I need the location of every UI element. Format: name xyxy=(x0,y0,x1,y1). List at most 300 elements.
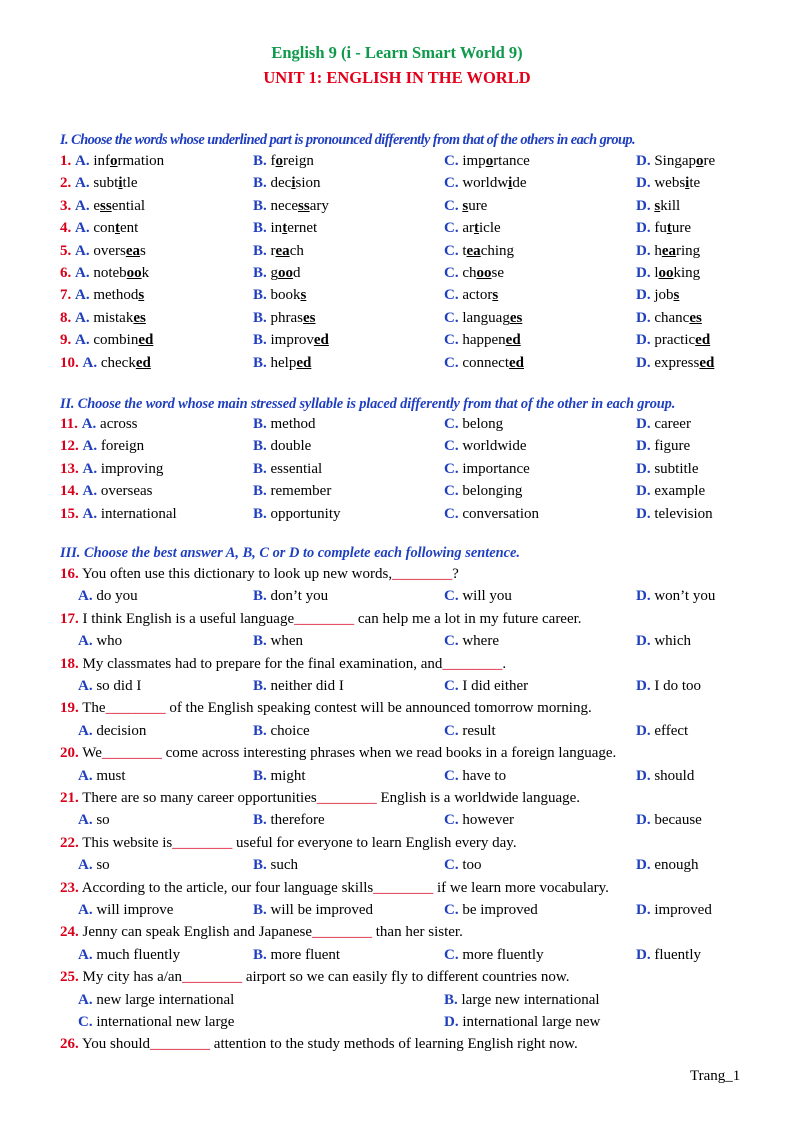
option-letter: B. xyxy=(253,902,267,918)
stem-text xyxy=(60,969,569,986)
option-text: will improve xyxy=(96,902,174,918)
option-c xyxy=(444,902,538,919)
stem-text xyxy=(60,745,616,762)
option-letter: B. xyxy=(253,505,267,522)
option-b xyxy=(253,355,311,372)
stem-text xyxy=(60,566,459,583)
option-letter: B. xyxy=(253,678,267,694)
question-row xyxy=(0,287,794,309)
options-row xyxy=(0,633,794,655)
stem-before: According to the article, our four language skills xyxy=(81,879,374,896)
option-text: belonging xyxy=(462,483,523,500)
underlined-part: es xyxy=(133,309,146,326)
underlined-part: s xyxy=(673,287,680,304)
stem-text xyxy=(60,835,517,852)
question-number: 1. xyxy=(60,153,72,169)
option-letter: D. xyxy=(636,220,651,237)
option-letter: D. xyxy=(444,1014,459,1030)
option-text-pre: combin xyxy=(93,332,139,349)
option-text-post: d xyxy=(293,265,301,281)
option-letter: D. xyxy=(636,460,651,477)
option-letter: C. xyxy=(444,287,459,304)
option-letter: C. xyxy=(444,767,459,784)
question-number: 11. xyxy=(60,416,78,432)
stem-text xyxy=(60,880,609,897)
option-c xyxy=(444,947,544,964)
option-letter: A. xyxy=(82,354,98,371)
option-letter: C. xyxy=(444,812,459,829)
option-text: method xyxy=(270,416,316,432)
option-text-pre: improv xyxy=(270,332,314,349)
underlined-part: t xyxy=(666,220,672,237)
underlined-part: ed xyxy=(508,354,524,371)
stem-text xyxy=(60,1036,578,1053)
underlined-part: s xyxy=(492,287,499,304)
option-c xyxy=(444,416,503,433)
option-letter: C. xyxy=(444,902,459,918)
option-d xyxy=(636,243,700,260)
option-text: have to xyxy=(462,767,507,784)
option-a xyxy=(60,175,138,192)
option-text: belong xyxy=(462,416,504,432)
stem-after: of the English speaking contest will be announced tomorrow morning. xyxy=(165,700,592,717)
option-text-post: se xyxy=(491,265,505,281)
question-number: 14. xyxy=(60,483,79,500)
option-text: such xyxy=(270,857,299,874)
option-text-pre: phras xyxy=(270,309,304,326)
option-text-pre: noteb xyxy=(93,265,127,281)
option-c xyxy=(444,175,527,192)
option-text-post: ching xyxy=(480,242,515,259)
question-number: 20. xyxy=(60,745,79,762)
option-text-pre: job xyxy=(654,287,674,304)
question-number: 24. xyxy=(60,924,79,941)
option-text-pre: happen xyxy=(462,332,506,349)
option-letter: C. xyxy=(444,265,459,281)
stem-before: I think English is a useful language xyxy=(82,610,295,627)
option-text: more fluently xyxy=(462,946,544,963)
option-letter: C. xyxy=(444,857,459,874)
option-letter: C. xyxy=(444,588,459,605)
question-number: 3. xyxy=(60,197,72,214)
option-letter: C. xyxy=(444,438,459,455)
option-text-post: ure xyxy=(671,220,691,237)
option-text: improving xyxy=(100,460,164,477)
option-c xyxy=(444,243,514,260)
option-letter: D. xyxy=(636,197,651,214)
option-text-post: icle xyxy=(479,220,501,237)
option-text-pre: webs xyxy=(654,175,686,192)
option-text-post: de xyxy=(512,175,527,192)
option-letter: A. xyxy=(75,332,90,349)
option-text: will be improved xyxy=(270,902,373,918)
question-stem xyxy=(0,566,794,588)
option-letter: B. xyxy=(253,722,267,739)
option-letter: A. xyxy=(78,722,93,739)
option-letter: A. xyxy=(78,767,93,784)
option-letter: C. xyxy=(444,722,459,739)
option-text: neither did I xyxy=(270,678,344,694)
option-text: effect xyxy=(654,722,689,739)
option-letter: C. xyxy=(444,197,459,214)
option-b xyxy=(253,220,317,237)
stem-before: This website is xyxy=(82,834,173,851)
underlined-part: o xyxy=(696,153,704,169)
option-letter: D. xyxy=(636,265,651,281)
option-letter: A. xyxy=(75,175,90,192)
option-c xyxy=(444,857,482,874)
question-number: 4. xyxy=(60,220,72,237)
option-text: too xyxy=(462,857,482,874)
option-letter: B. xyxy=(253,767,267,784)
options-row xyxy=(0,588,794,610)
option-d xyxy=(636,723,688,740)
question-row xyxy=(0,153,794,175)
option-a xyxy=(60,416,138,433)
option-d xyxy=(636,506,713,523)
option-d xyxy=(636,416,691,433)
option-letter: C. xyxy=(444,633,459,650)
option-text-pre: in xyxy=(270,220,283,237)
option-a xyxy=(60,506,177,523)
option-letter: D. xyxy=(636,438,651,455)
option-text-pre: method xyxy=(93,287,139,304)
option-b xyxy=(253,588,328,605)
stem-before: You often use this dictionary to look up new words, xyxy=(81,566,393,582)
option-text-post: re xyxy=(703,153,716,169)
option-b xyxy=(253,153,314,170)
stem-after: . xyxy=(502,655,507,672)
option-text-post: s xyxy=(140,242,146,259)
option-letter: A. xyxy=(75,197,90,214)
underlined-part: i xyxy=(685,175,690,192)
question-number: 22. xyxy=(60,834,79,851)
option-letter: C. xyxy=(444,354,459,371)
option-text: decision xyxy=(96,722,147,739)
option-a xyxy=(78,947,180,964)
option-text-pre: imp xyxy=(462,153,486,169)
option-text: figure xyxy=(654,438,691,455)
option-letter: A. xyxy=(75,220,90,237)
underlined-part: s xyxy=(300,287,307,304)
option-text-post: te xyxy=(689,175,701,192)
stem-after: airport so we can easily fly to different countries now. xyxy=(242,969,570,986)
options-row xyxy=(0,992,794,1014)
option-letter: C. xyxy=(444,332,459,349)
option-d xyxy=(636,768,694,785)
option-letter: B. xyxy=(253,242,267,259)
option-letter: A. xyxy=(75,153,90,169)
option-text-post: ring xyxy=(676,242,701,259)
underlined-part: ed xyxy=(695,332,711,349)
option-d xyxy=(636,947,701,964)
option-letter: D. xyxy=(636,767,651,784)
option-d xyxy=(636,287,679,304)
option-letter: B. xyxy=(253,633,267,650)
underlined-part: ed xyxy=(296,354,312,371)
option-text-pre: g xyxy=(270,265,279,281)
option-letter: B. xyxy=(253,287,267,304)
stem-before: You should xyxy=(81,1036,151,1053)
option-d xyxy=(444,1014,600,1031)
option-d xyxy=(636,633,691,650)
stem-text xyxy=(60,790,580,807)
underlined-part: s xyxy=(462,197,469,214)
option-text-pre: ch xyxy=(462,265,477,281)
option-c xyxy=(444,461,530,478)
option-letter: D. xyxy=(636,722,651,739)
answer-blank: ________ xyxy=(316,790,377,806)
option-a xyxy=(60,198,145,215)
option-a xyxy=(78,992,234,1009)
option-a xyxy=(60,287,144,304)
option-b xyxy=(253,633,303,650)
option-c xyxy=(444,355,524,372)
option-letter: B. xyxy=(253,460,267,477)
option-a xyxy=(60,265,149,282)
option-letter: A. xyxy=(75,287,90,304)
option-text: which xyxy=(654,633,692,650)
option-c xyxy=(444,332,521,349)
question-row xyxy=(0,416,794,438)
option-d xyxy=(636,902,712,919)
option-b xyxy=(253,723,310,740)
option-b xyxy=(253,265,301,282)
option-letter: D. xyxy=(636,416,651,432)
option-letter: A. xyxy=(78,991,93,1008)
question-row xyxy=(0,332,794,354)
stem-before: My city has a/an xyxy=(82,969,183,986)
underlined-part: t xyxy=(282,220,288,237)
answer-blank: ________ xyxy=(101,745,162,762)
option-letter: A. xyxy=(81,416,97,432)
option-letter: B. xyxy=(444,991,458,1008)
question-row xyxy=(0,461,794,483)
option-text: however xyxy=(462,812,514,829)
option-text: television xyxy=(654,505,713,522)
option-text: will you xyxy=(462,588,512,605)
question-number: 21. xyxy=(60,790,79,806)
option-text-pre: actor xyxy=(462,287,493,304)
options-row xyxy=(0,947,794,969)
option-text: subtitle xyxy=(654,460,699,477)
option-letter: C. xyxy=(444,946,459,963)
option-text-pre: dec xyxy=(270,175,292,192)
underlined-part: t xyxy=(115,220,121,237)
option-c xyxy=(444,483,522,500)
option-a xyxy=(78,857,110,874)
underlined-part: oo xyxy=(476,265,492,281)
option-text: where xyxy=(462,633,499,650)
option-b xyxy=(253,438,311,455)
option-letter: C. xyxy=(444,309,459,326)
option-letter: C. xyxy=(444,220,459,237)
option-a xyxy=(60,243,146,260)
option-d xyxy=(636,153,715,170)
question-row xyxy=(0,438,794,460)
option-text-post: reign xyxy=(283,153,314,169)
underlined-part: ed xyxy=(138,332,154,349)
option-c xyxy=(444,812,514,829)
option-text: improved xyxy=(654,902,712,918)
option-text-pre: express xyxy=(654,354,700,371)
option-letter: C. xyxy=(444,678,459,694)
option-text-pre: con xyxy=(93,220,116,237)
stem-before: Jenny can speak English and Japanese xyxy=(82,924,313,941)
option-letter: A. xyxy=(75,265,90,281)
option-c xyxy=(444,310,522,327)
option-letter: B. xyxy=(253,416,267,432)
option-text-pre: mistak xyxy=(93,309,134,326)
option-d xyxy=(636,483,705,500)
option-letter: B. xyxy=(253,438,267,455)
question-number: 5. xyxy=(60,242,72,259)
option-letter: D. xyxy=(636,483,651,500)
question-number: 19. xyxy=(60,700,79,717)
stem-before: We xyxy=(82,745,102,762)
question-number: 18. xyxy=(60,655,79,672)
option-text-pre: overs xyxy=(93,242,126,259)
option-c xyxy=(444,198,487,215)
options-row xyxy=(0,678,794,700)
option-letter: D. xyxy=(636,354,651,371)
question-row xyxy=(0,483,794,505)
option-text: large new international xyxy=(461,991,600,1008)
option-c xyxy=(444,633,499,650)
question-row xyxy=(0,175,794,197)
underlined-part: ss xyxy=(100,197,112,214)
option-a xyxy=(78,678,141,695)
underlined-part: oo xyxy=(126,265,142,281)
question-row xyxy=(0,506,794,528)
option-text: should xyxy=(654,767,695,784)
option-b xyxy=(253,310,316,327)
option-letter: B. xyxy=(253,483,267,500)
option-text-pre: book xyxy=(270,287,301,304)
question-number: 10. xyxy=(60,354,79,371)
option-letter: A. xyxy=(78,857,93,874)
option-text-pre: fu xyxy=(654,220,667,237)
option-d xyxy=(636,175,700,192)
option-text: international xyxy=(100,505,177,522)
option-text: therefore xyxy=(270,812,325,829)
option-text: so xyxy=(96,857,110,874)
option-d xyxy=(636,220,691,237)
option-a xyxy=(60,355,151,372)
question-row xyxy=(0,355,794,377)
question-stem xyxy=(0,969,794,991)
option-c xyxy=(444,723,496,740)
option-text-pre: worldw xyxy=(462,175,509,192)
question-number: 13. xyxy=(60,460,79,477)
option-text: double xyxy=(270,438,312,455)
stem-after: come across interesting phrases when we read books in a foreign language. xyxy=(161,745,617,762)
underlined-part: i xyxy=(291,175,296,192)
option-a xyxy=(60,153,164,170)
question-number: 2. xyxy=(60,175,72,192)
option-c xyxy=(444,678,528,695)
option-b xyxy=(253,198,329,215)
option-letter: D. xyxy=(636,812,651,829)
question-stem xyxy=(0,1036,794,1058)
option-d xyxy=(636,310,702,327)
option-text: remember xyxy=(270,483,332,500)
option-text-pre: t xyxy=(462,242,467,259)
option-a xyxy=(78,768,126,785)
option-text: result xyxy=(462,722,496,739)
question-number: 7. xyxy=(60,287,72,304)
option-b xyxy=(253,175,321,192)
question-row xyxy=(0,310,794,332)
question-number: 23. xyxy=(60,879,79,896)
option-text-pre: practic xyxy=(654,332,696,349)
underlined-part: s xyxy=(654,197,661,214)
answer-blank: ________ xyxy=(182,969,243,986)
stem-after: can help me a lot in my future career. xyxy=(354,610,582,627)
option-a xyxy=(60,483,153,500)
option-text-pre: help xyxy=(270,354,297,371)
answer-blank: ________ xyxy=(442,655,503,672)
stem-text xyxy=(60,656,506,673)
question-row xyxy=(0,243,794,265)
answer-blank: ________ xyxy=(312,924,373,941)
option-b xyxy=(253,287,306,304)
underlined-part: ed xyxy=(313,332,329,349)
option-letter: B. xyxy=(253,354,267,371)
option-letter: D. xyxy=(636,857,651,874)
option-b xyxy=(253,416,316,433)
option-letter: A. xyxy=(78,812,93,829)
underlined-part: ed xyxy=(699,354,715,371)
option-text: who xyxy=(96,633,123,650)
option-text: international large new xyxy=(462,1014,601,1030)
question-number: 16. xyxy=(60,566,79,582)
option-letter: A. xyxy=(75,242,90,259)
option-letter: B. xyxy=(253,175,267,192)
option-text-pre: e xyxy=(93,197,101,214)
option-d xyxy=(636,265,700,282)
option-b xyxy=(253,332,329,349)
section-2-heading: II. Choose the word whose main stressed syllable is placed differently from that of the other in each group. xyxy=(60,396,676,412)
option-a xyxy=(78,902,173,919)
option-a xyxy=(78,812,110,829)
option-letter: A. xyxy=(78,633,93,650)
question-number: 8. xyxy=(60,309,72,326)
option-text: new large international xyxy=(96,991,235,1008)
option-text: much fluently xyxy=(96,946,181,963)
option-c xyxy=(444,588,512,605)
option-text: choice xyxy=(270,722,310,739)
option-text: more fluent xyxy=(270,946,341,963)
option-b xyxy=(253,768,306,785)
option-c xyxy=(444,153,530,170)
underlined-part: ss xyxy=(298,197,310,214)
option-text-post: sion xyxy=(295,175,321,192)
question-stem xyxy=(0,880,794,902)
option-text: must xyxy=(96,767,126,784)
underlined-part: es xyxy=(689,309,702,326)
option-letter: C. xyxy=(444,175,459,192)
option-a xyxy=(78,723,146,740)
question-number: 12. xyxy=(60,438,79,455)
option-text-post: ary xyxy=(309,197,329,214)
underlined-part: ed xyxy=(135,354,151,371)
option-letter: D. xyxy=(636,588,651,605)
option-b xyxy=(253,812,325,829)
option-text: foreign xyxy=(100,438,145,455)
option-text: essential xyxy=(270,460,323,477)
option-text: international new large xyxy=(96,1014,235,1030)
